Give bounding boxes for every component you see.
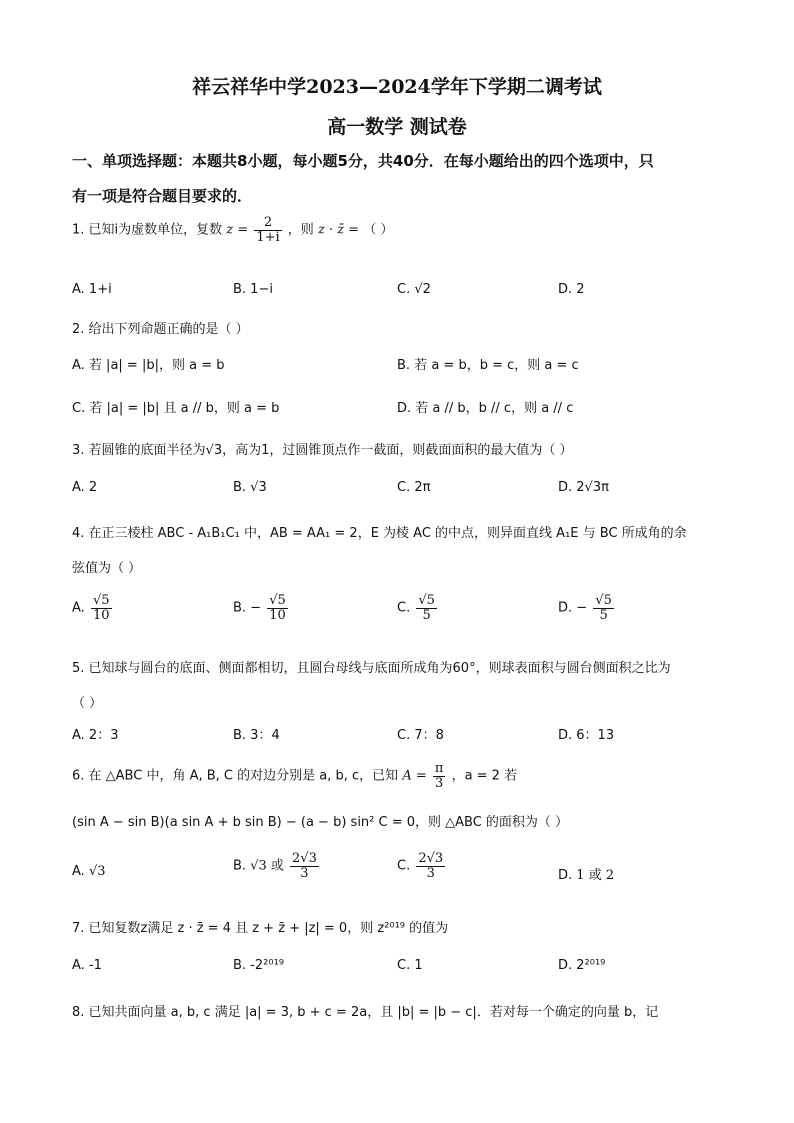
question-6-option-c: C. $\frac{2√3}{3}$ [397,851,444,881]
section-heading-line2: 有一项是符合题目要求的． [72,187,253,205]
question-7-stem: 7. 已知复数z满足 z · z̄ = 4 且 z + z̄ + |z| = 0，则 z²⁰¹⁹ 的值为 [72,921,449,936]
question-1-option-a: A. 1+i [72,282,112,297]
question-3-option-b: B. √3 [233,480,267,495]
question-4-option-b: B. − $\frac{√5}{10}$ [233,593,286,623]
exam-title: 祥云祥华中学2023—2024学年下学期二调考试 [192,76,602,98]
question-1-stem: 1. 已知i为虚数单位，复数 z = $\frac{2}{1+i}$ ，则 z · z̄ = （ ） [72,215,394,245]
question-2-stem: 2. 给出下列命题正确的是（ ） [72,322,249,337]
question-8-stem: 8. 已知共面向量 a, b, c 满足 |a| = 3, b + c = 2a，且 |b| = |b − c|．若对每一个确定的向量 b，记 [72,1005,659,1020]
question-2-option-b: B. 若 a = b，b = c，则 a = c [397,358,579,373]
question-2-option-a: A. 若 |a| = |b|，则 a = b [72,358,225,373]
question-3-stem: 3. 若圆锥的底面半径为√3，高为1，过圆锥顶点作一截面，则截面面积的最大值为（ ） [72,443,573,458]
exam-subtitle: 高一数学 测试卷 [327,116,467,138]
question-5-option-d: D. 6：13 [558,728,615,743]
question-6-stem-line1: 6. 在 △ABC 中，角 A, B, C 的对边分别是 a, b, c，已知 A = $\frac{\pi}{3}$ ，a = 2 若 [72,761,518,791]
question-7-option-b: B. -2²⁰¹⁹ [233,958,284,973]
question-2-option-c: C. 若 |a| = |b| 且 a // b，则 a = b [72,401,280,416]
question-4-option-c: C. $\frac{√5}{5}$ [397,593,435,623]
question-1-option-c: C. √2 [397,282,431,297]
question-7-option-c: C. 1 [397,958,423,973]
question-6-option-a: A. √3 [72,864,106,879]
question-5-option-c: C. 7：8 [397,728,444,743]
question-5-option-a: A. 2：3 [72,728,119,743]
question-7-option-d: D. 2²⁰¹⁹ [558,958,606,973]
question-5-stem-line2: （ ） [72,696,103,711]
question-5-stem-line1: 5. 已知球与圆台的底面、侧面都相切，且圆台母线与底面所成角为60°，则球表面积与圆台侧面积之比为 [72,661,671,676]
question-3-option-a: A. 2 [72,480,98,495]
question-3-option-d: D. 2√3π [558,480,609,495]
question-7-option-a: A. -1 [72,958,102,973]
question-2-option-d: D. 若 a // b，b // c，则 a // c [397,401,574,416]
question-4-option-a: A. $\frac{√5}{10}$ [72,593,110,623]
question-6-option-b: B. √3 或 $\frac{2√3}{3}$ [233,851,317,881]
question-1-option-d: D. 2 [558,282,585,297]
question-1-option-b: B. 1−i [233,282,273,297]
question-3-option-c: C. 2π [397,480,431,495]
question-1-fraction: $\frac{2}{1+i}$ [256,215,280,245]
section-heading-line1: 一、单项选择题：本题共8小题，每小题5分，共40分．在每小题给出的四个选项中，只 [72,152,654,170]
question-5-option-b: B. 3：4 [233,728,280,743]
question-4-stem-line1: 4. 在正三棱柱 ABC - A₁B₁C₁ 中，AB = AA₁ = 2，E 为棱 AC 的中点，则异面直线 A₁E 与 BC 所成角的余 [72,526,687,541]
question-6-stem-line2: (sin A − sin B)(a sin A + b sin B) − (a − b) sin² C = 0，则 △ABC 的面积为（ ） [72,815,569,830]
question-4-stem-line2: 弦值为（ ） [72,561,142,576]
question-6-option-d: D. 1 或 2 [558,868,615,883]
question-4-option-d: D. − $\frac{√5}{5}$ [558,593,612,623]
